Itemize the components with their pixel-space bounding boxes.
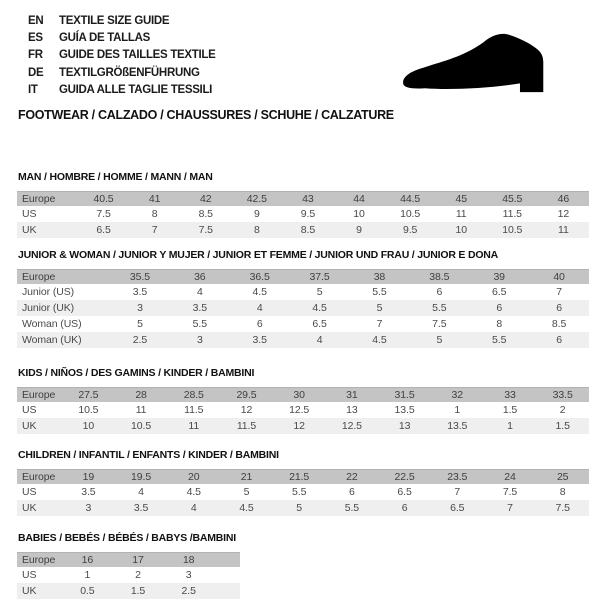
size-cell: 2.5 [181, 585, 196, 597]
size-cell: 44.5 [400, 193, 421, 205]
size-cell: 12 [293, 420, 305, 432]
size-section-junior [17, 249, 600, 348]
size-cell: 3 [137, 302, 143, 314]
language-label: TEXTILGRÖßENFÜHRUNG [59, 66, 200, 79]
size-cell: 7 [454, 486, 461, 498]
size-cell: 11 [188, 420, 200, 432]
size-cell: 7.5 [198, 224, 213, 236]
size-cell: 9.5 [402, 224, 418, 236]
size-cell: 1 [507, 420, 513, 432]
size-cell: 21.5 [289, 471, 310, 483]
size-cell: 13 [346, 404, 358, 416]
language-row [28, 82, 216, 99]
size-cell: 7 [376, 318, 383, 330]
size-cell: 29.5 [236, 389, 257, 401]
table-title: KIDS / NIÑOS / DES GAMINS / KINDER / BAMBINI [18, 367, 255, 379]
row-label: Europe [22, 193, 56, 205]
size-cell: 42.5 [246, 193, 267, 205]
size-cell: 8.5 [198, 208, 213, 220]
size-cell: 10.5 [400, 208, 421, 220]
size-cell: 6 [556, 334, 562, 346]
size-cell: 5.5 [492, 334, 507, 346]
size-cell: 4 [190, 502, 197, 514]
row-label: Junior (UK) [22, 302, 74, 314]
size-cell: 4 [196, 286, 203, 298]
size-cell: 37.5 [309, 271, 330, 283]
size-cell: 13.5 [447, 420, 468, 432]
size-table [17, 552, 240, 599]
size-cell: 7 [151, 224, 158, 236]
size-cell: 23.5 [447, 471, 468, 483]
size-cell: 5 [296, 502, 303, 514]
table-title: JUNIOR & WOMAN / JUNIOR Y MUJER / JUNIOR ET FEMME / JUNIOR UND FRAU / JUNIOR E DONA [18, 249, 499, 261]
size-cell: 10 [82, 420, 95, 432]
size-cell: 1.5 [130, 585, 146, 597]
size-cell: 11.5 [236, 420, 257, 432]
size-cell: 27.5 [78, 389, 99, 401]
size-cell: 11 [135, 404, 147, 416]
size-cell: 19 [82, 471, 95, 483]
row-label: US [22, 208, 37, 220]
size-table [17, 191, 589, 238]
size-cell: 3.5 [192, 302, 207, 314]
row-label: Woman (US) [22, 318, 82, 330]
size-cell: 16 [81, 554, 94, 566]
table-title: BABIES / BEBÉS / BÉBÉS / BABYS /BAMBINI [18, 532, 236, 544]
size-cell: 1.5 [555, 420, 570, 432]
table-row [17, 418, 589, 434]
size-cell: 6.5 [312, 318, 327, 330]
size-cell: 31.5 [394, 389, 415, 401]
row-label: UK [22, 224, 37, 236]
row-label: Woman (UK) [22, 334, 82, 346]
size-cell: 6.5 [492, 286, 507, 298]
size-cell: 1.5 [502, 404, 518, 416]
table-row [17, 284, 589, 300]
size-cell: 6.5 [450, 502, 465, 514]
size-cell: 5.5 [192, 318, 207, 330]
size-cell: 11 [558, 224, 569, 236]
size-cell: 10.5 [131, 420, 152, 432]
row-label: UK [22, 585, 37, 597]
size-cell: 8.5 [300, 224, 316, 236]
size-cell: 9 [356, 224, 362, 236]
size-cell: 9.5 [300, 208, 316, 220]
language-row [28, 65, 216, 82]
size-cell: 5 [137, 318, 143, 330]
size-cell: 4 [256, 302, 263, 314]
size-cell: 12.5 [341, 420, 362, 432]
size-tables [0, 171, 600, 599]
size-cell: 8 [559, 486, 566, 498]
table-title: MAN / HOMBRE / HOMME / MANN / MAN [18, 171, 213, 183]
language-label: GUIDE DES TAILLES TEXTILE [59, 49, 216, 62]
size-cell: 12 [557, 208, 570, 220]
size-cell: 7.5 [502, 486, 518, 498]
size-cell: 35.5 [129, 271, 150, 283]
size-cell: 5.5 [344, 502, 360, 514]
size-cell: 11 [455, 208, 467, 220]
size-cell: 42 [199, 193, 212, 205]
table-row [17, 269, 589, 284]
table-row [17, 222, 589, 238]
size-cell: 0.5 [80, 585, 95, 597]
size-cell: 3 [185, 569, 192, 581]
size-cell: 38 [373, 271, 386, 283]
language-label: TEXTILE SIZE GUIDE [59, 15, 170, 27]
size-cell: 5 [316, 286, 323, 298]
row-label: US [22, 486, 37, 498]
size-cell: 3 [196, 334, 203, 346]
size-cell: 40 [553, 271, 565, 283]
size-cell: 31 [346, 389, 358, 401]
size-cell: 5.5 [372, 286, 387, 298]
size-cell: 4.5 [239, 502, 254, 514]
size-cell: 6.5 [96, 224, 111, 236]
size-cell: 22.5 [394, 471, 415, 483]
size-cell: 8.5 [551, 318, 567, 330]
size-cell: 6 [436, 286, 443, 298]
size-cell: 5 [436, 334, 443, 346]
size-cell: 40.5 [93, 193, 114, 205]
header [0, 0, 600, 130]
size-cell: 21 [240, 471, 253, 483]
size-cell: 30 [293, 389, 305, 401]
size-cell: 5 [376, 302, 383, 314]
size-cell: 18 [182, 554, 195, 566]
size-cell: 7.5 [555, 502, 570, 514]
size-cell: 6.5 [397, 486, 412, 498]
size-cell: 11.5 [184, 404, 204, 416]
language-row [28, 30, 216, 47]
size-cell: 3 [85, 502, 92, 514]
language-code: EN [28, 15, 44, 27]
language-row [28, 13, 216, 30]
table-row [17, 332, 589, 348]
language-code: IT [28, 83, 38, 96]
size-cell: 7.5 [96, 208, 111, 220]
table-row [17, 552, 240, 567]
size-cell: 4.5 [186, 486, 201, 498]
size-cell: 8 [496, 318, 503, 330]
size-cell: 7 [556, 286, 562, 298]
size-cell: 3.5 [252, 334, 267, 346]
size-section-babies [17, 532, 600, 599]
size-table [17, 387, 589, 434]
size-cell: 9 [253, 208, 260, 220]
language-code: ES [28, 32, 43, 45]
size-cell: 4 [316, 334, 323, 346]
size-table [17, 469, 589, 516]
size-cell: 7 [507, 502, 513, 514]
size-section-kids [17, 367, 600, 434]
table-row [17, 402, 589, 418]
size-cell: 12.5 [289, 404, 310, 416]
language-code: FR [28, 49, 43, 62]
size-cell: 10 [455, 224, 467, 236]
size-cell: 2 [559, 404, 566, 416]
size-cell: 17 [132, 554, 144, 566]
size-cell: 6 [496, 302, 503, 314]
size-cell: 3.5 [81, 486, 96, 498]
size-cell: 4.5 [252, 286, 267, 298]
language-label: GUÍA DE TALLAS [59, 32, 150, 45]
size-cell: 4.5 [372, 334, 387, 346]
size-cell: 4 [138, 486, 144, 498]
table-row [17, 191, 589, 206]
size-section-children [17, 449, 600, 516]
size-cell: 8 [151, 208, 158, 220]
row-label: Europe [22, 389, 56, 401]
language-list [28, 13, 216, 99]
size-cell: 7.5 [432, 318, 447, 330]
row-label: Junior (US) [22, 286, 74, 298]
size-cell: 33.5 [552, 389, 573, 401]
dress-shoe-icon [396, 30, 574, 98]
size-cell: 1 [84, 569, 91, 581]
size-cell: 41 [148, 193, 161, 205]
row-label: US [22, 569, 37, 581]
size-cell: 3.5 [133, 502, 149, 514]
table-row [17, 583, 240, 599]
size-cell: 20 [188, 471, 200, 483]
size-cell: 44 [353, 193, 365, 205]
size-cell: 46 [557, 193, 570, 205]
size-cell: 6 [256, 318, 263, 330]
language-label: GUIDA ALLE TAGLIE TESSILI [59, 83, 213, 96]
table-row [17, 206, 589, 222]
size-cell: 39 [493, 271, 505, 283]
size-cell: 33 [504, 389, 516, 401]
size-cell: 10.5 [78, 404, 99, 416]
size-cell: 25 [556, 471, 569, 483]
category-title: FOOTWEAR / CALZADO / CHAUSSURES / SCHUHE / CALZATURE [18, 108, 394, 122]
size-cell: 28 [135, 389, 147, 401]
size-cell: 6 [401, 502, 408, 514]
language-code: DE [28, 66, 44, 79]
size-cell: 45 [455, 193, 467, 205]
size-cell: 5.5 [432, 302, 447, 314]
size-cell: 24 [504, 471, 516, 483]
size-cell: 19.5 [131, 471, 152, 483]
size-cell: 38.5 [429, 271, 450, 283]
table-row [17, 469, 589, 484]
size-cell: 45.5 [502, 193, 523, 205]
size-cell: 10.5 [502, 224, 523, 236]
size-section-man [17, 171, 600, 238]
row-label: Europe [22, 471, 56, 483]
table-row [17, 300, 589, 316]
size-table [17, 269, 589, 348]
row-label: UK [22, 502, 37, 514]
size-cell: 2.5 [132, 334, 148, 346]
table-row [17, 500, 589, 516]
size-cell: 6 [556, 302, 562, 314]
size-cell: 36 [194, 271, 206, 283]
size-cell: 28.5 [183, 389, 204, 401]
table-row [17, 316, 589, 332]
size-cell: 2 [135, 569, 141, 581]
size-cell: 13.5 [394, 404, 415, 416]
row-label: UK [22, 420, 37, 432]
row-label: Europe [22, 271, 56, 283]
size-cell: 1 [454, 404, 461, 416]
row-label: Europe [22, 554, 56, 566]
language-row [28, 47, 216, 64]
size-cell: 22 [346, 471, 358, 483]
size-cell: 8 [253, 224, 260, 236]
table-row [17, 387, 589, 402]
size-cell: 10 [353, 208, 365, 220]
size-cell: 3.5 [132, 286, 148, 298]
size-cell: 13 [398, 420, 411, 432]
size-cell: 6 [348, 486, 355, 498]
size-cell: 5 [243, 486, 250, 498]
size-cell: 12 [240, 404, 253, 416]
size-cell: 36.5 [249, 271, 270, 283]
table-title: CHILDREN / INFANTIL / ENFANTS / KINDER / BAMBINI [18, 449, 279, 461]
row-label: US [22, 404, 37, 416]
table-row [17, 567, 240, 583]
size-cell: 4.5 [312, 302, 327, 314]
size-cell: 5.5 [292, 486, 307, 498]
size-cell: 11.5 [502, 208, 522, 220]
size-cell: 32 [451, 389, 464, 401]
size-cell: 43 [302, 193, 314, 205]
table-row [17, 484, 589, 500]
